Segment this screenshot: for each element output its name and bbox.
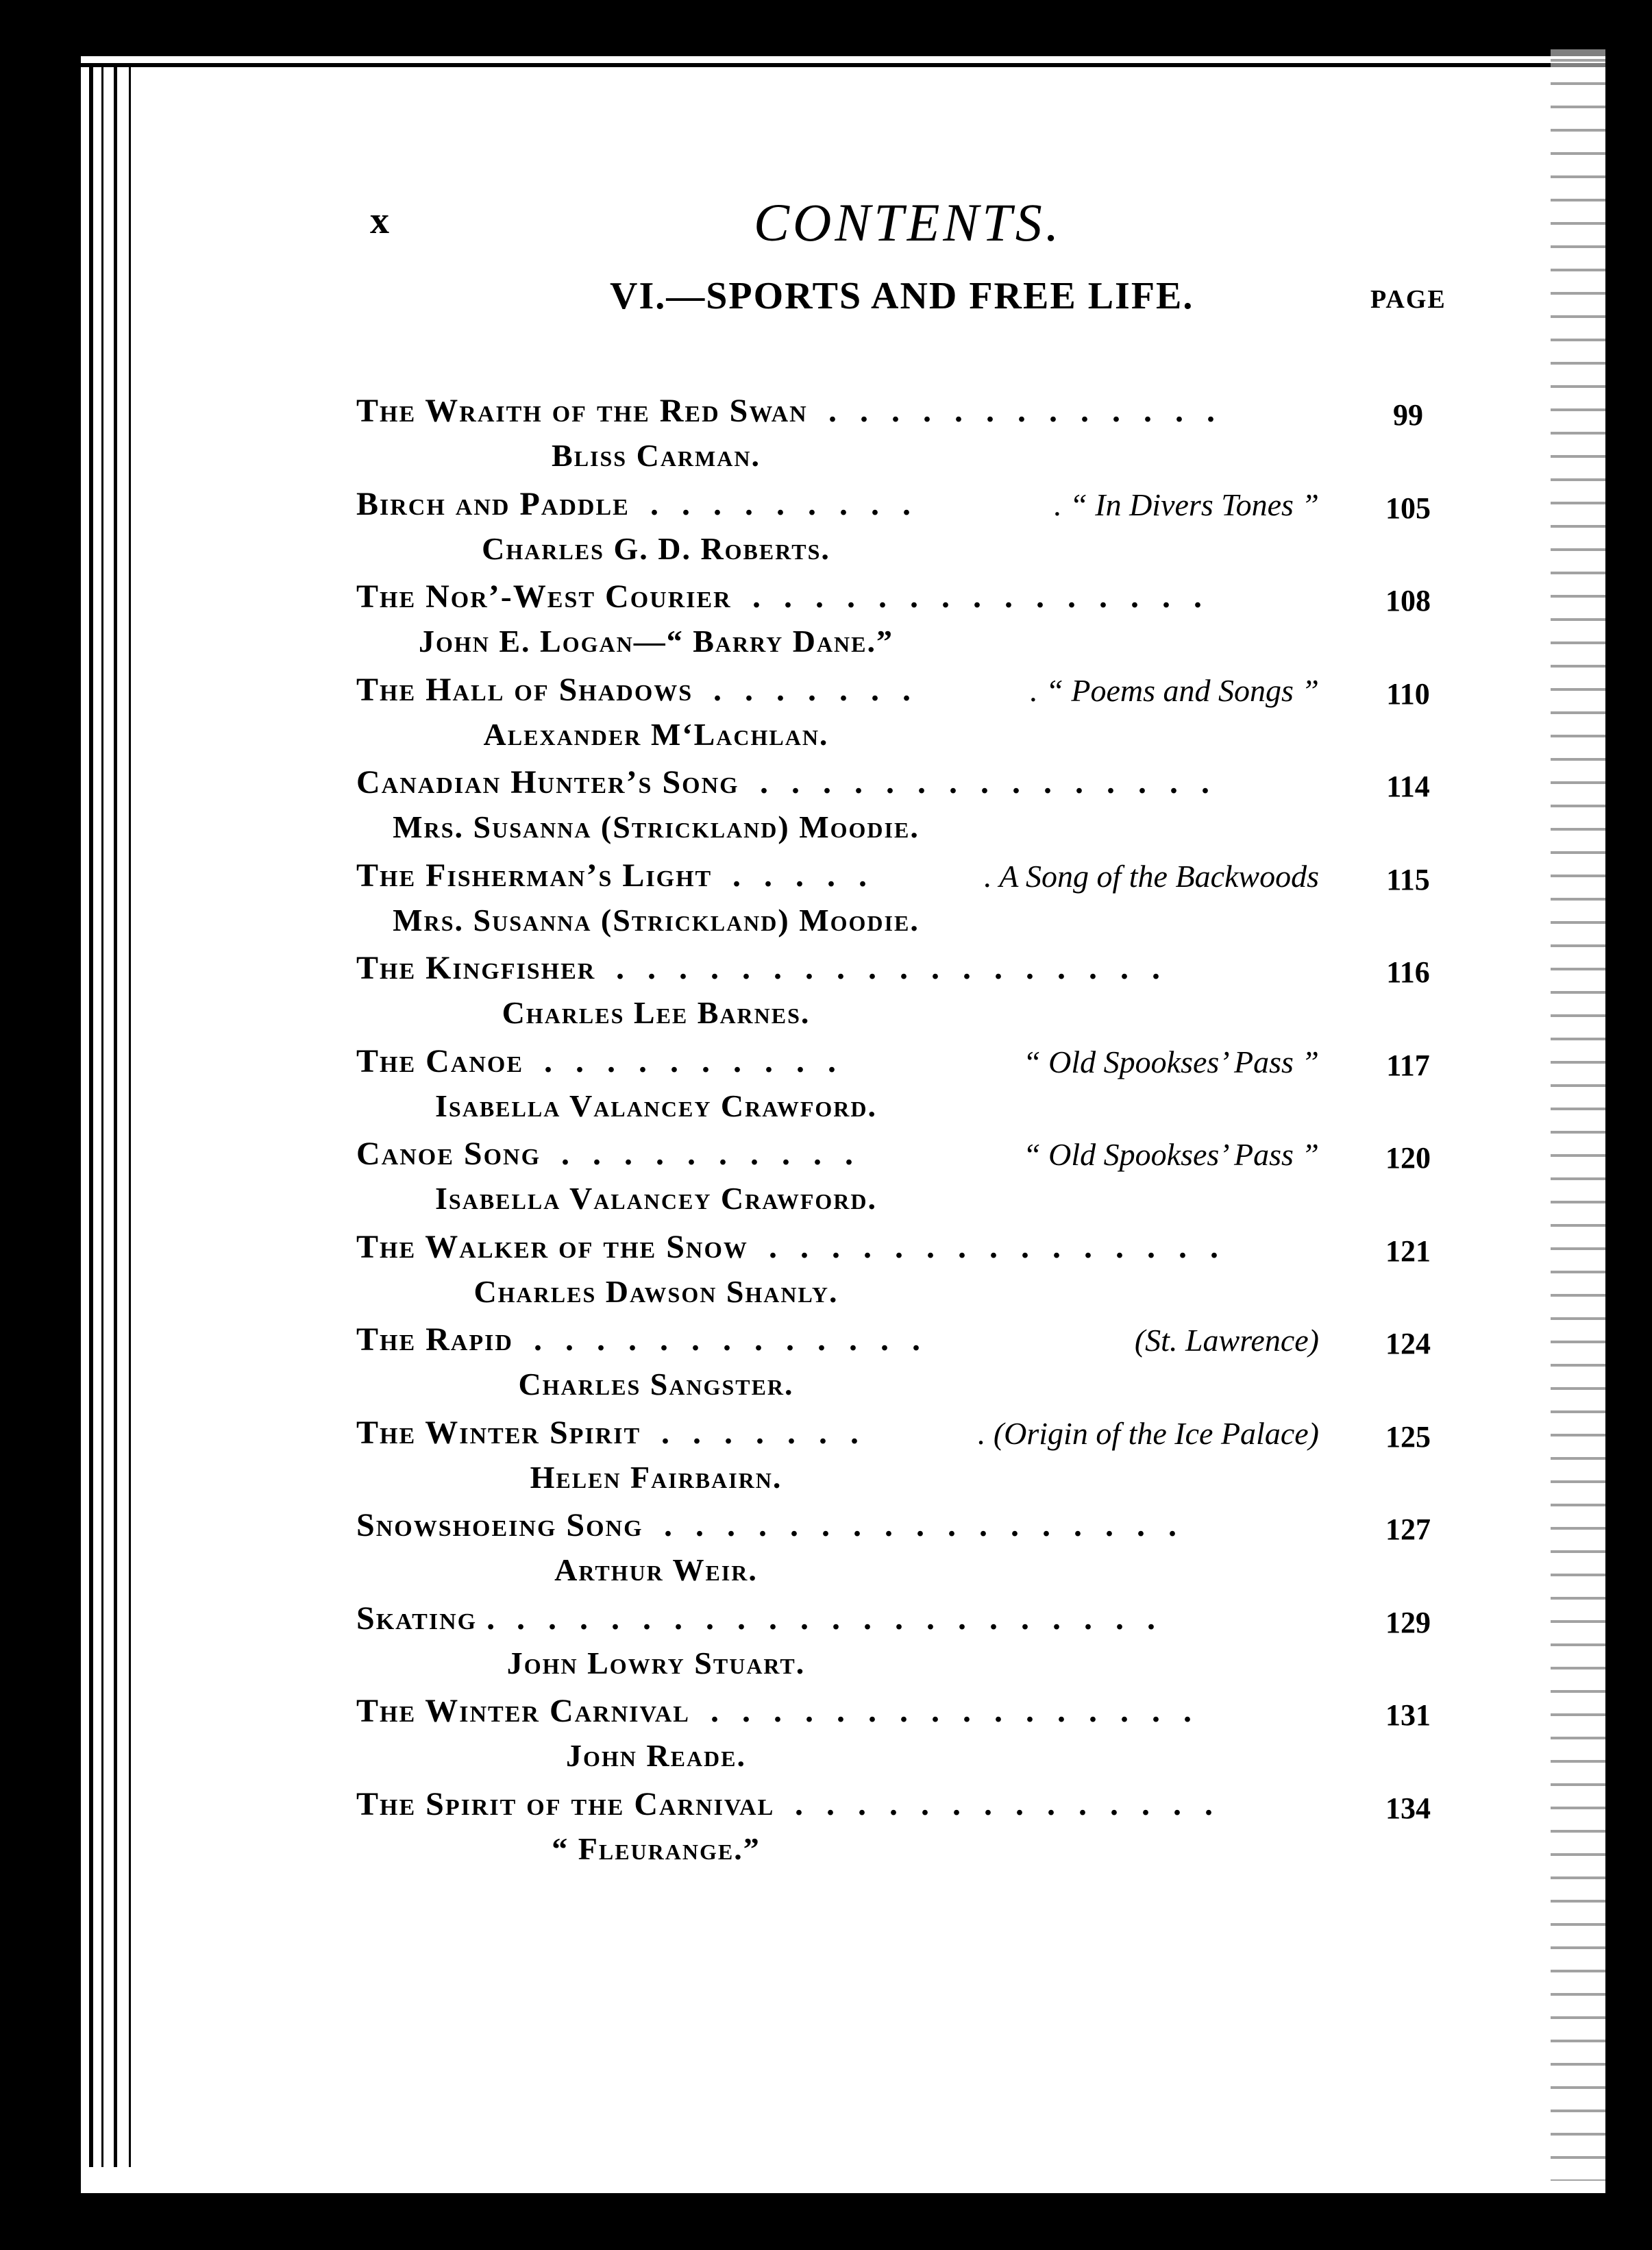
entry-title: The Hall of Shadows [356, 671, 693, 708]
dot-leader: ............... [769, 1228, 1242, 1265]
contents-entry [0, 949, 1525, 1037]
entry-author: Charles G. D. Roberts. [482, 530, 830, 566]
entry-author: John Reade. [565, 1738, 747, 1773]
dot-leader: ....... [713, 671, 934, 708]
dot-leader: ..... [732, 857, 890, 894]
entry-page-number: 134 [1385, 1791, 1431, 1825]
entry-author: “ Fleurange.” [552, 1831, 761, 1866]
contents-entry [0, 485, 1525, 573]
entry-source: . “ Poems and Songs ” [1030, 672, 1319, 708]
dot-leader: .......... [544, 1042, 859, 1079]
dot-leader: ......... [650, 485, 934, 522]
contents-entry [0, 1600, 1525, 1687]
entry-title: The Fisherman’s Light [356, 857, 713, 894]
entry-page-number: 116 [1386, 955, 1430, 989]
entry-title: Canoe Song [356, 1136, 541, 1172]
contents-entry [0, 1135, 1525, 1223]
entry-source: . A Song of the Backwoods [984, 858, 1319, 894]
entry-author: Bliss Carman. [552, 438, 761, 473]
contents-entry [0, 1042, 1525, 1130]
contents-entry [0, 1321, 1525, 1408]
entry-author: Alexander M‘Lachlan. [483, 716, 829, 752]
running-head: CONTENTS. [754, 193, 1063, 252]
entry-title: The Kingfisher [356, 950, 596, 986]
dot-leader: ............. [828, 393, 1238, 429]
entry-author: Isabella Valancey Crawford. [435, 1181, 877, 1216]
contents-entry [0, 1414, 1525, 1502]
entry-author: Arthur Weir. [554, 1552, 758, 1587]
dot-leader: ................. [664, 1507, 1200, 1543]
entry-page-number: 105 [1385, 491, 1431, 525]
entry-author: Charles Dawson Shanly. [473, 1273, 839, 1309]
entry-page-number: 110 [1386, 676, 1430, 711]
dot-leader: .............. [795, 1785, 1236, 1822]
page-column-label: PAGE [1370, 285, 1446, 314]
entry-page-number: 125 [1385, 1419, 1431, 1454]
entry-source: (St. Lawrence) [1134, 1323, 1319, 1358]
entry-page-number: 114 [1386, 770, 1430, 803]
entry-title: The Nor’-West Courier [356, 578, 732, 615]
dot-leader: ................ [711, 1693, 1215, 1729]
entry-page-number: 129 [1385, 1605, 1431, 1639]
dot-leader: ..................... [517, 1600, 1179, 1637]
entry-author: Charles Sangster. [518, 1367, 794, 1402]
page-bottom-edge [81, 2181, 1605, 2208]
entry-page-number: 99 [1393, 398, 1423, 432]
entry-author: John E. Logan—“ Barry Dane.” [418, 624, 894, 659]
contents-entry [0, 857, 1525, 944]
contents-entry [0, 671, 1525, 759]
entry-author: John Lowry Stuart. [506, 1645, 806, 1680]
entry-page-number: 124 [1385, 1327, 1431, 1360]
entry-author: Charles Lee Barnes. [502, 995, 811, 1030]
page-top-edge [81, 49, 1605, 74]
entry-page-number: 127 [1385, 1513, 1431, 1546]
entry-title: The Winter Spirit [356, 1414, 641, 1451]
entry-source: . (Origin of the Ice Palace) [977, 1415, 1319, 1451]
entry-title: The Spirit of the Carnival [356, 1785, 775, 1822]
entry-title: The Winter Carnival [356, 1693, 690, 1729]
contents-entry [0, 1228, 1525, 1316]
entry-source: “ Old Spookses’ Pass ” [1023, 1137, 1319, 1172]
entry-source: “ Old Spookses’ Pass ” [1023, 1044, 1319, 1079]
folio-number: x [370, 199, 389, 242]
entry-page-number: 120 [1385, 1141, 1431, 1175]
contents-entry [0, 1506, 1525, 1594]
contents-entry [0, 578, 1525, 665]
entry-page-number: 121 [1385, 1234, 1431, 1268]
dot-leader: ............... [752, 578, 1225, 615]
page-right-edge [1551, 49, 1605, 2208]
entry-title: The Rapid [356, 1321, 513, 1358]
entry-author: Mrs. Susanna (Strickland) Moodie. [393, 902, 920, 938]
dot-leader: ............... [760, 764, 1233, 800]
dot-leader: ....... [661, 1414, 882, 1451]
contents-entry [0, 392, 1525, 480]
entry-title: The Canoe [356, 1042, 524, 1079]
entry-page-number: 131 [1385, 1698, 1431, 1732]
contents-entry [0, 1692, 1525, 1780]
entry-title: Canadian Hunter’s Song [356, 764, 739, 800]
entry-title: Birch and Paddle [356, 485, 630, 522]
entry-title: Snowshoeing Song [356, 1507, 643, 1543]
entry-page-number: 115 [1386, 862, 1430, 896]
contents-entry [0, 763, 1525, 851]
entry-title: The Walker of the Snow [356, 1228, 748, 1265]
entry-title: The Wraith of the Red Swan [356, 393, 808, 429]
dot-leader: .................. [616, 950, 1183, 986]
entry-source: . “ In Divers Tones ” [1054, 487, 1319, 522]
entry-author: Mrs. Susanna (Strickland) Moodie. [393, 809, 920, 844]
entry-page-number: 117 [1386, 1048, 1430, 1082]
entry-title: Skating . [356, 1600, 497, 1637]
section-title: VI.—SPORTS AND FREE LIFE. [610, 275, 1194, 317]
dot-leader: .......... [561, 1136, 876, 1172]
entry-author: Isabella Valancey Crawford. [435, 1088, 877, 1123]
entry-page-number: 108 [1385, 584, 1431, 617]
contents-entry [0, 1785, 1525, 1873]
dot-leader: ............. [534, 1321, 944, 1358]
entry-author: Helen Fairbairn. [530, 1459, 782, 1495]
